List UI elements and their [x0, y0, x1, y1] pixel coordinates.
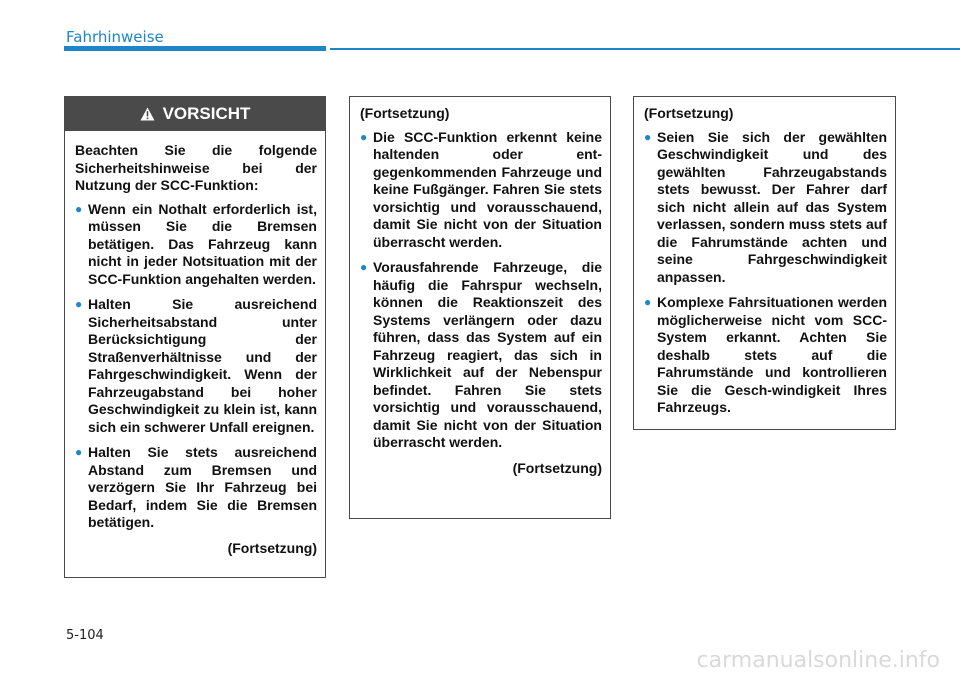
- box2-body: [350, 97, 610, 477]
- list-item: ● Vorausfahrende Fahrzeuge, die häufig die Fahrspur wechseln, können die Reaktionszeit des Systems verlängern oder dazu führen, dass das System auf ein Fahrzeug reagiert, das sich in Wirklichkeit auf der Nebenspur befindet. Fahren Sie stets vorsichtig und vorausschauend, damit Sie nicht von der Situation überrascht werden.: [360, 259, 602, 450]
- caution-label: VORSICHT: [162, 104, 251, 123]
- blue-dot-icon: ●: [360, 260, 368, 274]
- watermark: carmanualsonline.info: [696, 648, 940, 673]
- continued-label: (Fortsetzung): [227, 539, 317, 556]
- blue-dot-icon: ●: [75, 445, 83, 459]
- page-number: 5-104: [66, 628, 104, 643]
- continued-head: (Fortsetzung): [360, 105, 450, 121]
- list-item: ● Halten Sie ausreichend Sicherheitsabstand unter Berücksichtigung der Straßenverhältnisse und der Fahrgeschwindigkeit. Wenn der Fahrzeugabstand bei hoher Geschwindigkeit zu klein ist, kann sich ein schwerer Unfall ereignen.: [75, 296, 317, 435]
- caution-list: [75, 201, 317, 532]
- blue-dot-icon: ●: [644, 295, 652, 309]
- box3-body: [634, 97, 895, 417]
- continued-box-3: [633, 96, 896, 430]
- caution-box: [64, 96, 326, 578]
- box3-list: [644, 129, 887, 417]
- blue-dot-icon: ●: [644, 129, 652, 144]
- blue-dot-icon: ●: [75, 201, 83, 216]
- header-rule-thick: [64, 46, 326, 51]
- header-rule-thin: [330, 48, 960, 50]
- blue-dot-icon: ●: [360, 129, 368, 144]
- list-item: ● Seien Sie sich der gewählten Geschwindigkeit und des gewählten Fahrzeugabstands stets bewusst. Der Fahrer darf sich nicht allein auf das System verlassen, sondern muss stets auf die Fahrumstände achten und seine Fahrgeschwindigkeit anpassen.: [644, 128, 887, 285]
- section-title: Fahrhinweise: [66, 28, 164, 46]
- caution-header: [65, 97, 325, 131]
- continued-box-2: [349, 96, 611, 519]
- continued-label: (Fortsetzung): [512, 459, 602, 476]
- blue-dot-icon: ●: [75, 297, 83, 311]
- caution-intro: Beachten Sie die folgende Sicherheitshinweise bei der Nutzung der SCC-Funktion:: [75, 142, 317, 193]
- list-item: ● Die SCC-Funktion erkennt keine haltenden oder ent-gegenkommenden Fahrzeuge und keine Fußgänger. Fahren Sie stets vorsichtig und vorausschauend, damit Sie nicht von der Situation überrascht werden.: [360, 128, 602, 250]
- list-item: ● Halten Sie stets ausreichend Abstand zum Bremsen und verzögern Sie Ihr Fahrzeug bei Bedarf, indem Sie die Bremsen betätigen.: [75, 444, 317, 530]
- list-item: ● Wenn ein Nothalt erforderlich ist, müssen Sie die Bremsen betätigen. Das Fahrzeug kann nicht in jeder Notsituation mit der SCC-Funktion angehalten werden.: [75, 200, 317, 287]
- list-item: ● Komplexe Fahrsituationen werden möglicherweise nicht vom SCC-System erkannt. Achten Sie deshalb stets auf die Fahrumstände und kontrollieren Sie die Gesch-windigkeit Ihres Fahrzeugs.: [644, 294, 887, 415]
- warning-triangle-icon: [140, 107, 155, 121]
- continued-head: (Fortsetzung): [644, 105, 734, 121]
- caution-body: [65, 131, 325, 557]
- box2-list: [360, 129, 602, 452]
